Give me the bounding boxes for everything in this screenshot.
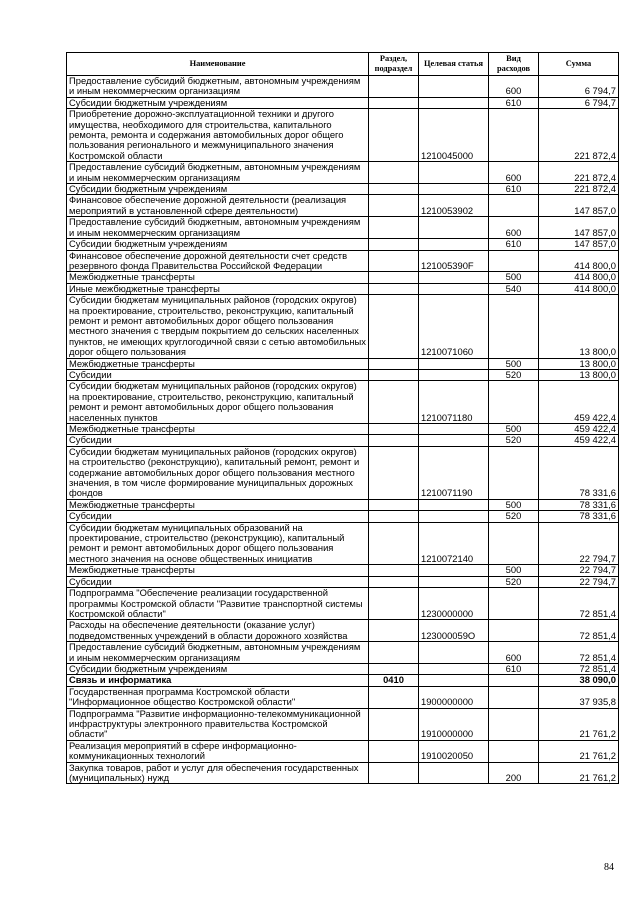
row-name: Закупка товаров, работ и услуг для обеспечения государственных (муниципальных) нужд xyxy=(67,762,369,784)
row-name: Предоставление субсидий бюджетным, автономным учреждениям и иным некоммерческим организациям xyxy=(67,217,369,239)
header-name: Наименование xyxy=(67,53,369,76)
row-section xyxy=(369,295,419,358)
row-expense xyxy=(489,686,539,708)
row-sum: 72 851,4 xyxy=(539,642,619,664)
row-section xyxy=(369,272,419,283)
row-target: 121005390F xyxy=(419,250,489,272)
row-sum: 22 794,7 xyxy=(539,522,619,565)
row-target xyxy=(419,663,489,674)
row-name: Финансовое обеспечение дорожной деятельности (реализация мероприятий в установленной сфере деятельности) xyxy=(67,195,369,217)
row-name: Межбюджетные трансферты xyxy=(67,424,369,435)
row-name: Межбюджетные трансферты xyxy=(67,358,369,369)
table-row xyxy=(67,446,619,499)
row-sum: 13 800,0 xyxy=(539,295,619,358)
row-section xyxy=(369,109,419,162)
row-sum: 22 794,7 xyxy=(539,565,619,576)
row-name: Субсидии бюджетам муниципальных районов (городских округов) на проектирование, строительство, реконструкцию, капитальный ремонт и ремонт автомобильных дорог общего пользования населенных пунктов xyxy=(67,381,369,424)
row-sum: 6 794,7 xyxy=(539,76,619,98)
row-target xyxy=(419,511,489,522)
row-target xyxy=(419,576,489,587)
table-row xyxy=(67,740,619,762)
row-expense: 520 xyxy=(489,435,539,446)
row-section xyxy=(369,499,419,510)
row-section xyxy=(369,740,419,762)
row-expense: 610 xyxy=(489,184,539,195)
row-target: 1210045000 xyxy=(419,109,489,162)
row-expense: 500 xyxy=(489,358,539,369)
table-row xyxy=(67,162,619,184)
row-section xyxy=(369,620,419,642)
table-row xyxy=(67,184,619,195)
row-sum: 21 761,2 xyxy=(539,740,619,762)
row-sum: 21 761,2 xyxy=(539,762,619,784)
row-name: Субсидии бюджетам муниципальных образований на проектирование, строительство (реконструкцию), капитальный ремонт и ремонт автомобильных дорог общего пользования местного значения на основе общественных инициатив xyxy=(67,522,369,565)
row-sum: 459 422,4 xyxy=(539,381,619,424)
row-section xyxy=(369,642,419,664)
row-expense: 610 xyxy=(489,97,539,108)
table-row xyxy=(67,250,619,272)
row-section xyxy=(369,358,419,369)
row-name: Подпрограмма "Обеспечение реализации государственной программы Костромской области "Развитие транспортной системы Костромской области" xyxy=(67,588,369,620)
row-sum: 414 800,0 xyxy=(539,283,619,294)
row-expense: 540 xyxy=(489,283,539,294)
row-sum: 221 872,4 xyxy=(539,162,619,184)
row-target: 1910000000 xyxy=(419,708,489,740)
row-sum: 414 800,0 xyxy=(539,272,619,283)
row-target: 1210053902 xyxy=(419,195,489,217)
budget-table xyxy=(66,52,619,784)
row-name: Межбюджетные трансферты xyxy=(67,499,369,510)
row-expense xyxy=(489,295,539,358)
row-section xyxy=(369,663,419,674)
row-sum: 78 331,6 xyxy=(539,511,619,522)
row-section xyxy=(369,76,419,98)
row-target: 1210071180 xyxy=(419,381,489,424)
row-sum: 37 935,8 xyxy=(539,686,619,708)
header-expense: Вид расходов xyxy=(489,53,539,76)
row-sum: 78 331,6 xyxy=(539,446,619,499)
row-sum: 147 857,0 xyxy=(539,195,619,217)
row-expense xyxy=(489,381,539,424)
table-row xyxy=(67,620,619,642)
row-section xyxy=(369,708,419,740)
row-target xyxy=(419,283,489,294)
table-row xyxy=(67,762,619,784)
table-row xyxy=(67,642,619,664)
row-expense: 610 xyxy=(489,239,539,250)
row-expense xyxy=(489,740,539,762)
row-sum: 21 761,2 xyxy=(539,708,619,740)
row-section xyxy=(369,446,419,499)
table-row xyxy=(67,295,619,358)
row-expense xyxy=(489,588,539,620)
row-target xyxy=(419,565,489,576)
row-name: Подпрограмма "Развитие информационно-телекоммуникационной инфраструктуры электронного правительства Костромской области" xyxy=(67,708,369,740)
row-name: Субсидии бюджетным учреждениям xyxy=(67,663,369,674)
row-expense: 500 xyxy=(489,565,539,576)
row-target xyxy=(419,184,489,195)
row-name: Субсидии xyxy=(67,576,369,587)
row-target: 123000059О xyxy=(419,620,489,642)
row-target xyxy=(419,217,489,239)
table-row xyxy=(67,97,619,108)
table-row xyxy=(67,511,619,522)
row-expense: 520 xyxy=(489,369,539,380)
table-row xyxy=(67,272,619,283)
row-sum: 147 857,0 xyxy=(539,239,619,250)
row-target xyxy=(419,239,489,250)
row-sum: 221 872,4 xyxy=(539,184,619,195)
row-expense xyxy=(489,109,539,162)
row-section xyxy=(369,381,419,424)
row-section xyxy=(369,522,419,565)
row-target: 1210071190 xyxy=(419,446,489,499)
row-expense: 600 xyxy=(489,217,539,239)
row-section xyxy=(369,424,419,435)
row-name: Субсидии бюджетным учреждениям xyxy=(67,184,369,195)
row-name: Расходы на обеспечение деятельности (оказание услуг) подведомственных учреждений в области дорожного хозяйства xyxy=(67,620,369,642)
row-expense: 500 xyxy=(489,424,539,435)
row-section xyxy=(369,283,419,294)
row-name: Финансовое обеспечение дорожной деятельности счет средств резервного фонда Правительства Российской Федерации xyxy=(67,250,369,272)
row-expense xyxy=(489,675,539,686)
row-name: Межбюджетные трансферты xyxy=(67,565,369,576)
row-expense: 500 xyxy=(489,499,539,510)
row-name: Субсидии бюджетным учреждениям xyxy=(67,97,369,108)
row-target: 1910020050 xyxy=(419,740,489,762)
row-target: 1230000000 xyxy=(419,588,489,620)
table-row xyxy=(67,708,619,740)
table-row xyxy=(67,576,619,587)
row-sum: 459 422,4 xyxy=(539,424,619,435)
row-target xyxy=(419,369,489,380)
row-section xyxy=(369,686,419,708)
row-name: Субсидии xyxy=(67,511,369,522)
table-row xyxy=(67,522,619,565)
row-name: Субсидии xyxy=(67,369,369,380)
header-target: Целевая статья xyxy=(419,53,489,76)
row-target xyxy=(419,358,489,369)
row-sum: 72 851,4 xyxy=(539,663,619,674)
row-target: 1210071060 xyxy=(419,295,489,358)
row-name: Связь и информатика xyxy=(67,675,369,686)
table-row xyxy=(67,675,619,686)
table-row xyxy=(67,283,619,294)
row-name: Предоставление субсидий бюджетным, автономным учреждениям и иным некоммерческим организациям xyxy=(67,642,369,664)
row-expense: 600 xyxy=(489,642,539,664)
row-sum: 459 422,4 xyxy=(539,435,619,446)
row-target: 1900000000 xyxy=(419,686,489,708)
row-section xyxy=(369,184,419,195)
row-target: 1210072140 xyxy=(419,522,489,565)
row-target xyxy=(419,642,489,664)
table-body xyxy=(67,76,619,784)
row-section xyxy=(369,576,419,587)
row-expense: 520 xyxy=(489,576,539,587)
row-expense xyxy=(489,708,539,740)
row-target xyxy=(419,424,489,435)
row-section xyxy=(369,588,419,620)
row-name: Приобретение дорожно-эксплуатационной техники и другого имущества, необходимого для строительства, капитального ремонта, ремонта и содержания автомобильных дорог общего пользования регионального и межмуниципального значения Костромской области xyxy=(67,109,369,162)
row-section xyxy=(369,511,419,522)
row-section xyxy=(369,250,419,272)
row-section xyxy=(369,97,419,108)
row-target xyxy=(419,499,489,510)
row-name: Межбюджетные трансферты xyxy=(67,272,369,283)
row-sum: 13 800,0 xyxy=(539,369,619,380)
table-row xyxy=(67,424,619,435)
row-name: Субсидии бюджетным учреждениям xyxy=(67,239,369,250)
row-section: 0410 xyxy=(369,675,419,686)
row-target xyxy=(419,272,489,283)
row-section xyxy=(369,369,419,380)
row-sum: 22 794,7 xyxy=(539,576,619,587)
row-section xyxy=(369,195,419,217)
row-target xyxy=(419,76,489,98)
row-sum: 78 331,6 xyxy=(539,499,619,510)
row-sum: 72 851,4 xyxy=(539,588,619,620)
row-sum: 147 857,0 xyxy=(539,217,619,239)
row-expense: 610 xyxy=(489,663,539,674)
row-expense xyxy=(489,620,539,642)
row-sum: 6 794,7 xyxy=(539,97,619,108)
table-row xyxy=(67,686,619,708)
row-section xyxy=(369,565,419,576)
row-expense: 600 xyxy=(489,162,539,184)
row-name: Субсидии бюджетам муниципальных районов (городских округов) на строительство (реконструкцию), капитальный ремонт, ремонт и содержание автомобильных дорог общего пользования местного значения, в том числе формирование муниципальных дорожных фондов xyxy=(67,446,369,499)
row-target xyxy=(419,97,489,108)
row-sum: 38 090,0 xyxy=(539,675,619,686)
table-row xyxy=(67,381,619,424)
row-sum: 414 800,0 xyxy=(539,250,619,272)
row-name: Субсидии xyxy=(67,435,369,446)
row-name: Иные межбюджетные трансферты xyxy=(67,283,369,294)
row-section xyxy=(369,435,419,446)
row-section xyxy=(369,239,419,250)
row-expense xyxy=(489,250,539,272)
row-expense: 600 xyxy=(489,76,539,98)
row-expense xyxy=(489,195,539,217)
table-row xyxy=(67,369,619,380)
row-target xyxy=(419,162,489,184)
row-section xyxy=(369,762,419,784)
row-expense xyxy=(489,522,539,565)
table-row xyxy=(67,663,619,674)
row-expense: 500 xyxy=(489,272,539,283)
table-row xyxy=(67,195,619,217)
table-row xyxy=(67,358,619,369)
table-row xyxy=(67,499,619,510)
header-section: Раздел, подраздел xyxy=(369,53,419,76)
row-expense xyxy=(489,446,539,499)
row-target xyxy=(419,675,489,686)
row-target xyxy=(419,762,489,784)
row-expense: 520 xyxy=(489,511,539,522)
table-row xyxy=(67,76,619,98)
row-name: Предоставление субсидий бюджетным, автономным учреждениям и иным некоммерческим организациям xyxy=(67,162,369,184)
page-number: 84 xyxy=(604,862,614,873)
row-name: Субсидии бюджетам муниципальных районов (городских округов) на проектирование, строительство, реконструкцию, капитальный ремонт и ремонт автомобильных дорог общего пользования местного значения с твердым покрытием до сельских населенных пунктов, не имеющих круглогодичной связи с сетью автомобильных дорог общего пользования xyxy=(67,295,369,358)
row-sum: 221 872,4 xyxy=(539,109,619,162)
table-row xyxy=(67,239,619,250)
table-row xyxy=(67,565,619,576)
budget-sheet xyxy=(66,52,618,784)
row-sum: 13 800,0 xyxy=(539,358,619,369)
row-target xyxy=(419,435,489,446)
table-row xyxy=(67,435,619,446)
header-sum: Сумма xyxy=(539,53,619,76)
row-section xyxy=(369,217,419,239)
row-name: Реализация мероприятий в сфере информационно-коммуникационных технологий xyxy=(67,740,369,762)
table-header-row xyxy=(67,53,619,76)
table-row xyxy=(67,588,619,620)
row-name: Государственная программа Костромской области "Информационное общество Костромской области" xyxy=(67,686,369,708)
table-row xyxy=(67,109,619,162)
row-expense: 200 xyxy=(489,762,539,784)
row-sum: 72 851,4 xyxy=(539,620,619,642)
row-section xyxy=(369,162,419,184)
row-name: Предоставление субсидий бюджетным, автономным учреждениям и иным некоммерческим организациям xyxy=(67,76,369,98)
table-row xyxy=(67,217,619,239)
